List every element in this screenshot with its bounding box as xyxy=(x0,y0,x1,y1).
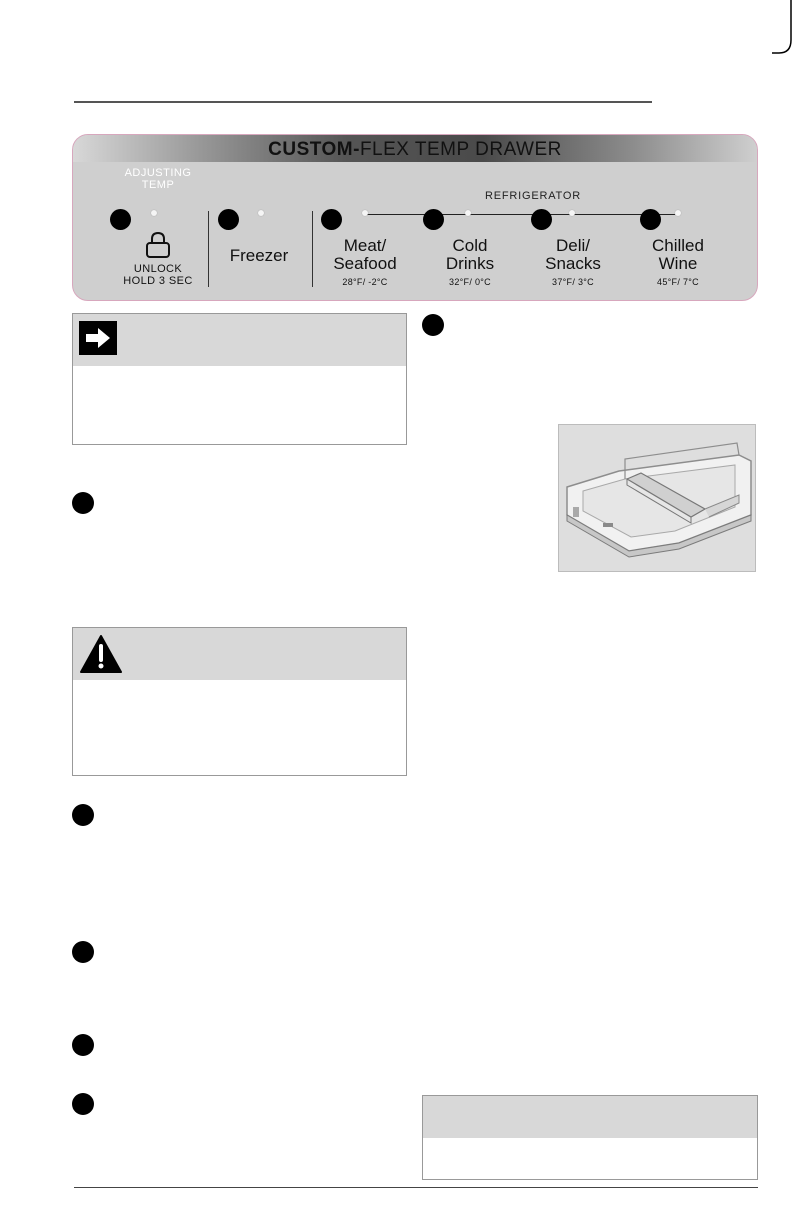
callout-chilled-wine xyxy=(640,209,661,230)
page-corner-mark xyxy=(762,0,792,54)
header-rule xyxy=(74,101,652,103)
mode-cold-line2: Drinks xyxy=(445,254,495,273)
mode-cold-line1: Cold xyxy=(452,236,488,255)
callout-cold-drinks xyxy=(423,209,444,230)
refrigerator-label: REFRIGERATOR xyxy=(485,190,581,202)
warning-box xyxy=(72,627,407,776)
deli-snacks-led xyxy=(569,210,575,216)
callout-unlock xyxy=(110,209,131,230)
freezer-led xyxy=(258,210,264,216)
callout-freezer xyxy=(218,209,239,230)
panel-title xyxy=(73,139,757,161)
drawer-image xyxy=(558,424,756,572)
footer-rule xyxy=(74,1187,758,1188)
temp-deli-snacks: 37°F/ 3°C xyxy=(552,277,594,287)
note-box xyxy=(72,313,407,445)
cold-drinks-led xyxy=(465,210,471,216)
mode-meat-line2: Seafood xyxy=(333,254,397,273)
unlock-label xyxy=(113,263,203,287)
step-bullet xyxy=(72,941,94,963)
mode-deli-line2: Snacks xyxy=(545,254,601,273)
unlock-line2: HOLD 3 SEC xyxy=(123,275,193,287)
refrigerator-connector xyxy=(365,214,675,215)
divider-1 xyxy=(208,211,209,287)
adjusting-led xyxy=(151,210,157,216)
adjusting-temp-label xyxy=(113,167,203,191)
note-box-header xyxy=(73,314,406,366)
adjusting-line2: TEMP xyxy=(141,179,175,191)
mode-wine-line1: Chilled xyxy=(652,236,704,255)
warning-box-header xyxy=(73,628,406,680)
mode-meat-seafood[interactable] xyxy=(320,237,410,273)
mode-deli-line1: Deli/ xyxy=(555,236,590,255)
mode-freezer[interactable] xyxy=(219,247,299,265)
temp-cold-drinks: 32°F/ 0°C xyxy=(449,277,491,287)
adjusting-line1: ADJUSTING xyxy=(124,167,192,179)
unlock-line1: UNLOCK xyxy=(133,263,183,275)
temp-chilled-wine: 45°F/ 7°C xyxy=(657,277,699,287)
mode-freezer-label: Freezer xyxy=(229,246,289,265)
info-box-header xyxy=(423,1096,757,1138)
callout-meat-seafood xyxy=(321,209,342,230)
callout-deli-snacks xyxy=(531,209,552,230)
panel-title-bold: CUSTOM- xyxy=(268,139,360,160)
warning-triangle-icon xyxy=(79,634,123,674)
lock-icon[interactable] xyxy=(145,231,171,259)
mode-chilled-wine[interactable] xyxy=(633,237,723,273)
panel-title-rest: FLEX TEMP DRAWER xyxy=(359,139,562,160)
chilled-wine-led xyxy=(675,210,681,216)
temp-meat-seafood: 28°F/ -2°C xyxy=(342,277,388,287)
step-bullet xyxy=(72,1093,94,1115)
mode-deli-snacks[interactable] xyxy=(528,237,618,273)
step-bullet xyxy=(72,1034,94,1056)
divider-2 xyxy=(312,211,313,287)
info-box xyxy=(422,1095,758,1180)
arrow-right-icon xyxy=(79,321,117,355)
mode-wine-line2: Wine xyxy=(658,254,698,273)
drawer-illustration xyxy=(559,425,755,571)
meat-seafood-led xyxy=(362,210,368,216)
step-bullet xyxy=(72,492,94,514)
step-bullet xyxy=(72,804,94,826)
mode-cold-drinks[interactable] xyxy=(425,237,515,273)
panel-header xyxy=(73,135,757,162)
mode-meat-line1: Meat/ xyxy=(343,236,387,255)
step-bullet xyxy=(422,314,444,336)
control-panel xyxy=(72,134,758,301)
